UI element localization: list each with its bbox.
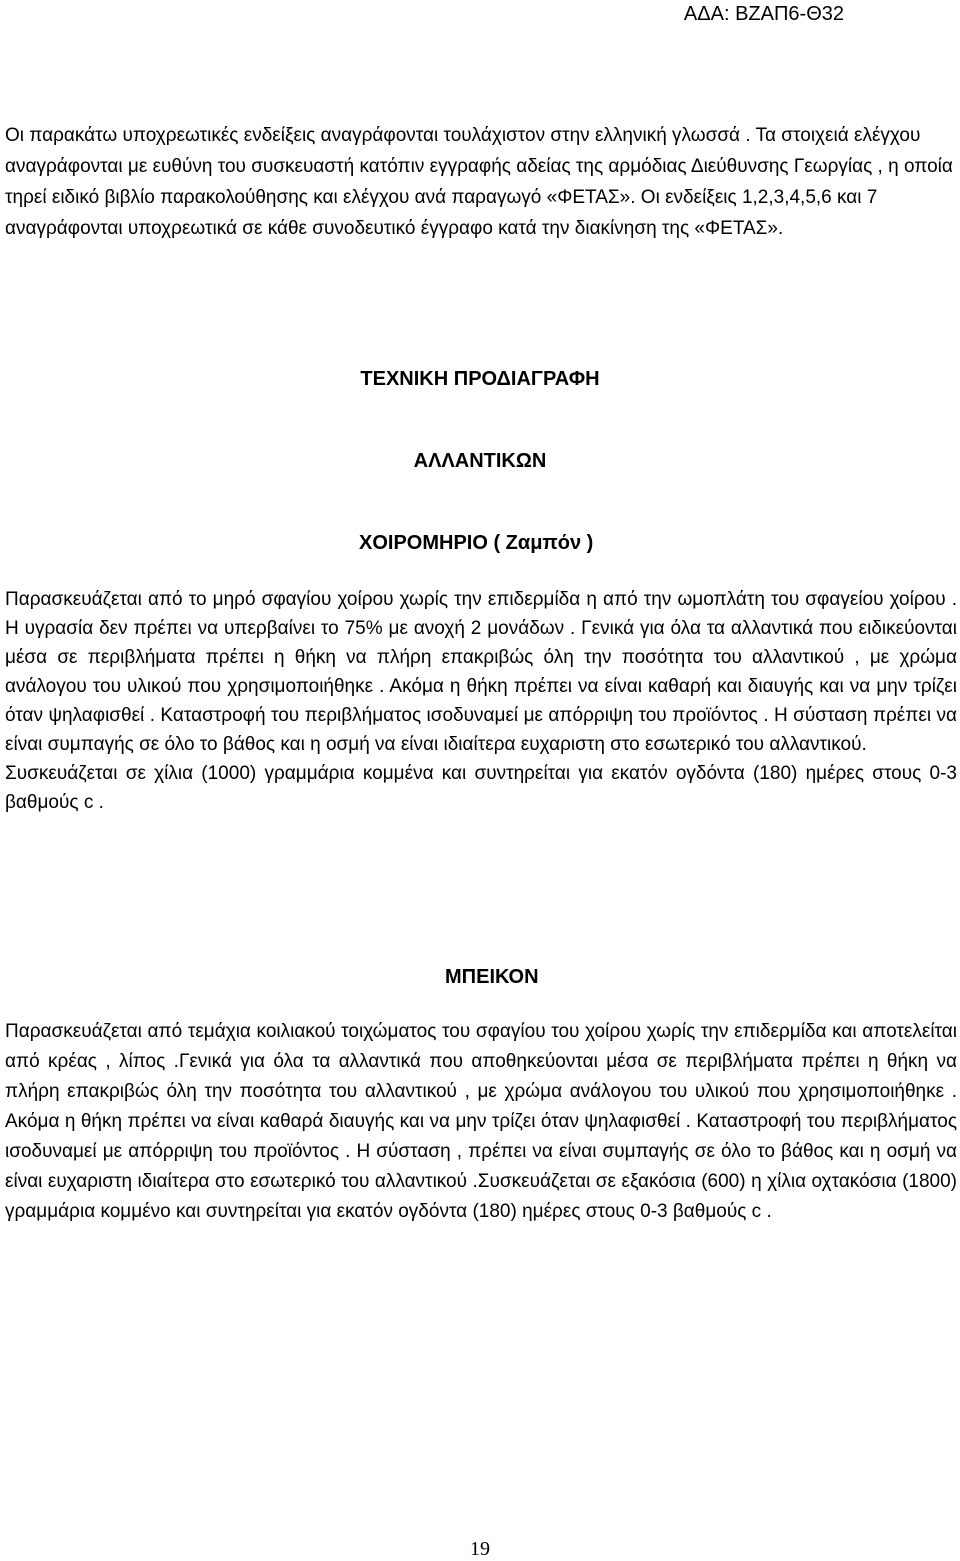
pork-ham-title: ΧΟΙΡΟΜΗΡΙΟ ( Ζαμπόν )	[359, 532, 594, 554]
pork-ham-section	[5, 585, 957, 817]
bacon-description: Παρασκευάζεται από τεμάχια κοιλιακού τοιχώματος του σφαγίου του χοίρου χωρίς την επιδερμίδα και αποτελείται από κρέας , λίπος .Γενικά για όλα τα αλλαντικά που αποθηκεύονται μέσα σε περιβλήματα πρέπει η θήκη να πλήρη επακριβώς όλη την ποσότητα του αλλαντικού , με χρώμα ανάλογου του υλικού που χρησιμοποιήθηκε . Ακόμα η θήκη πρέπει να είναι καθαρά διαυγής και να μην τρίζει όταν ψηλαφισθεί . Καταστροφή του περιβλήματος ισοδυναμεί με απόρριψη του προϊόντος . Η σύσταση , πρέπει να είναι συμπαγής σε όλο το βάθος και η οσμή να είναι ευχαριστη ιδιαίτερα στο εσωτερικό του αλλαντικού .Συσκευάζεται σε εξακόσια (600) η χίλια οχτακόσια (1800) γραμμάρια κομμένο και συντηρείται για εκατόν ογδόντα (180) ημέρες στους 0-3 βαθμούς c .	[5, 1021, 957, 1222]
intro-paragraph: Οι παρακάτω υποχρεωτικές ενδείξεις αναγράφονται τουλάχιστον στην ελληνική γλωσσά . Τα στοιχειά ελέγχου αναγράφονται με ευθύνη του συσκευαστή κατόπιν εγγραφής αδείας της αρμόδιας Διεύθυνσης Γεωργίας , η οποία τηρεί ειδικό βιβλίο παρακολούθησης και ελέγχου ανά παραγωγό «ΦΕΤΑΣ». Οι ενδείξεις 1,2,3,4,5,6 και 7 αναγράφονται υποχρεωτικά σε κάθε συνοδευτικό έγγραφο κατά την διακίνηση της «ΦΕΤΑΣ».	[5, 125, 953, 239]
document-reference-code: ΑΔΑ: ΒΖΑΠ6-Θ32	[683, 3, 844, 25]
pork-ham-description: Παρασκευάζεται από το μηρό σφαγίου χοίρου χωρίς την επιδερμίδα η από την ωμοπλάτη του σφαγείου χοίρου . Η υγρασία δεν πρέπει να υπερβαίνει το 75% με ανοχή 2 μονάδων . Γενικά για όλα τα αλλαντικά που ειδικεύονται μέσα σε περιβλήματα πρέπει η θήκη να πλήρη επακριβώς όλη την ποσότητα του αλλαντικού , με χρώμα ανάλογου του υλικού που χρησιμοποιήθηκε . Ακόμα η θήκη πρέπει να είναι καθαρή και διαυγής και να μην τρίζει όταν ψηλαφισθεί . Καταστροφή του περιβλήματος ισοδυναμεί με απόρριψη του προϊόντος . Η σύσταση πρέπει να είναι συμπαγής σε όλο το βάθος και η οσμή να είναι ιδιαίτερα ευχαριστη στο εσωτερικό του αλλαντικού.	[5, 589, 957, 755]
spec-title: ΤΕΧΝΙΚΗ ΠΡΟΔΙΑΓΡΑΦΗ	[360, 368, 600, 390]
pork-ham-packaging: Συσκευάζεται σε χίλια (1000) γραμμάρια κομμένα και συντηρείται για εκατόν ογδόντα (180) ημέρες στους 0-3 βαθμούς c .	[5, 763, 957, 813]
page-number: 19	[470, 1538, 490, 1560]
spec-subtitle: ΑΛΛΑΝΤΙΚΩΝ	[413, 450, 547, 472]
bacon-title: ΜΠΕΙΚΟΝ	[445, 966, 539, 988]
